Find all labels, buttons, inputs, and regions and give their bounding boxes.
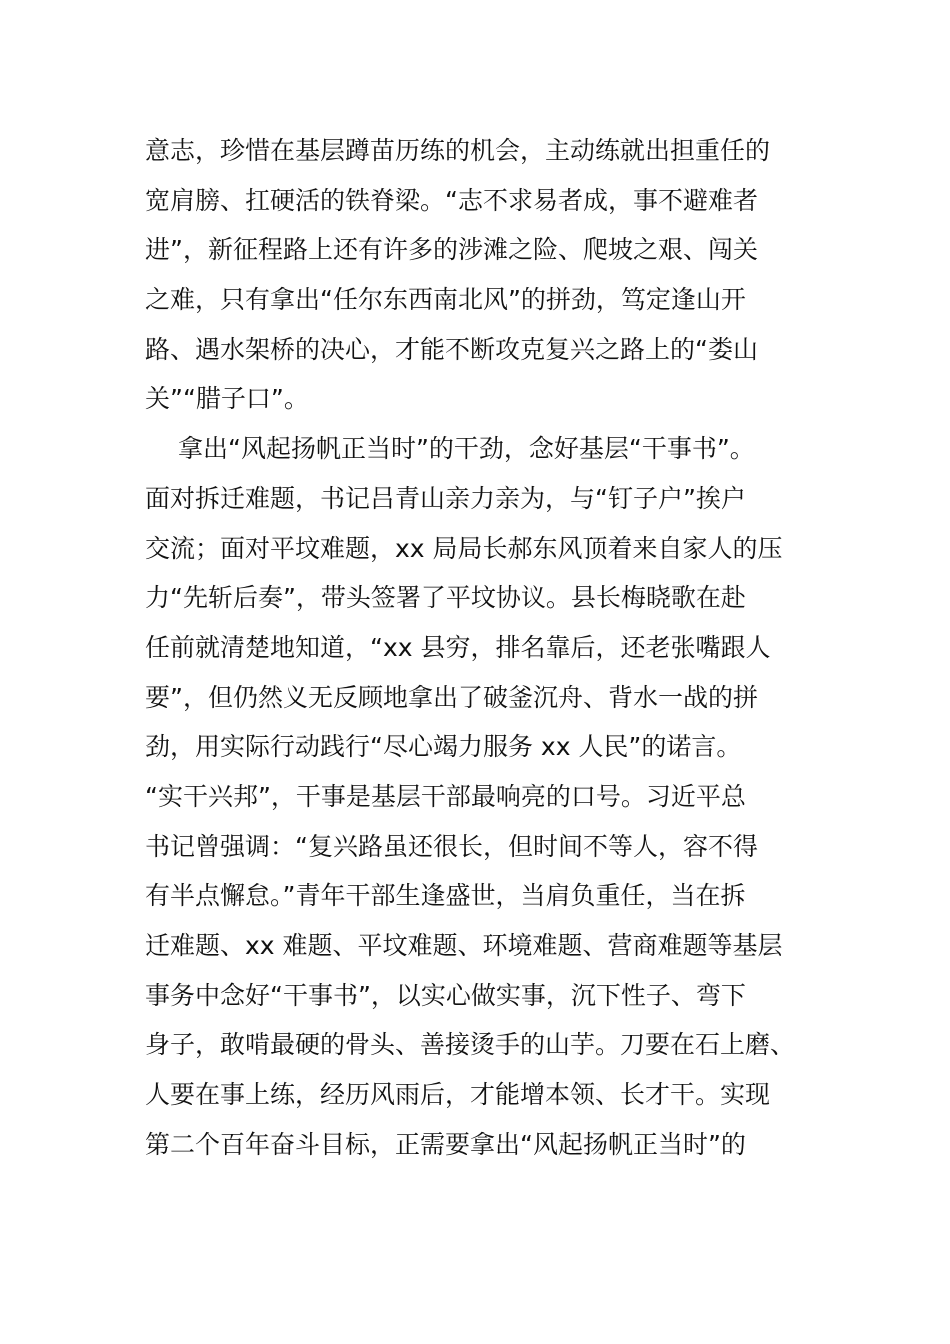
text-line: 事务中念好“干事书”，以实心做实事，沉下性子、弯下: [145, 980, 746, 1010]
text-line: “实干兴邦”，干事是基层干部最响亮的口号。习近平总: [145, 781, 746, 811]
text-line: 力“先斩后奏”，带头签署了平坟协议。县长梅晓歌在赴: [145, 583, 746, 613]
text-line: 有半点懈怠。”青年干部生逢盛世，当肩负重任，当在拆: [145, 881, 746, 911]
text-line: 关”“腊子口”。: [145, 384, 309, 414]
text-line: 书记曾强调：“复兴路虽还很长，但时间不等人，容不得: [145, 831, 758, 861]
text-line: 意志，珍惜在基层蹲苗历练的机会，主动练就出担重任的: [145, 136, 771, 165]
text-line: 面对拆迁难题，书记吕青山亲力亲为，与“钉子户”挨户: [145, 483, 746, 513]
text-line: 要”，但仍然义无反顾地拿出了破釜沉舟、背水一战的拼: [145, 682, 758, 712]
text-line: 拿出“风起扬帆正当时”的干劲，念好基层“干事书”。: [178, 434, 755, 464]
text-line: 宽肩膀、扛硬活的铁脊梁。“志不求易者成，事不避难者: [145, 185, 758, 215]
text-line: 任前就清楚地知道，“xx 县穷，排名靠后，还老张嘴跟人: [145, 632, 771, 662]
text-line: 之难，只有拿出“任尔东西南北风”的拼劲，笃定逢山开: [145, 285, 746, 315]
text-line: 进”，新征程路上还有许多的涉滩之险、爬坡之艰、闯关: [145, 235, 758, 265]
text-line: 交流；面对平坟难题，xx 局局长郝东风顶着来自家人的压: [145, 533, 783, 563]
text-line: 身子，敢啃最硬的骨头、善接烫手的山芋。刀要在石上磨、: [145, 1030, 796, 1060]
text-line: 劲，用实际行动践行“尽心竭力服务 xx 人民”的诺言。: [145, 732, 742, 762]
text-line: 人要在事上练，经历风雨后，才能增本领、长才干。实现: [145, 1080, 771, 1110]
document-body: [145, 126, 825, 1169]
text-line: 路、遇水架桥的决心，才能不断攻克复兴之路上的“娄山: [145, 334, 758, 364]
text-line: 第二个百年奋斗目标，正需要拿出“风起扬帆正当时”的: [145, 1129, 746, 1159]
text-line: 迁难题、xx 难题、平坟难题、环境难题、营商难题等基层: [145, 931, 783, 960]
